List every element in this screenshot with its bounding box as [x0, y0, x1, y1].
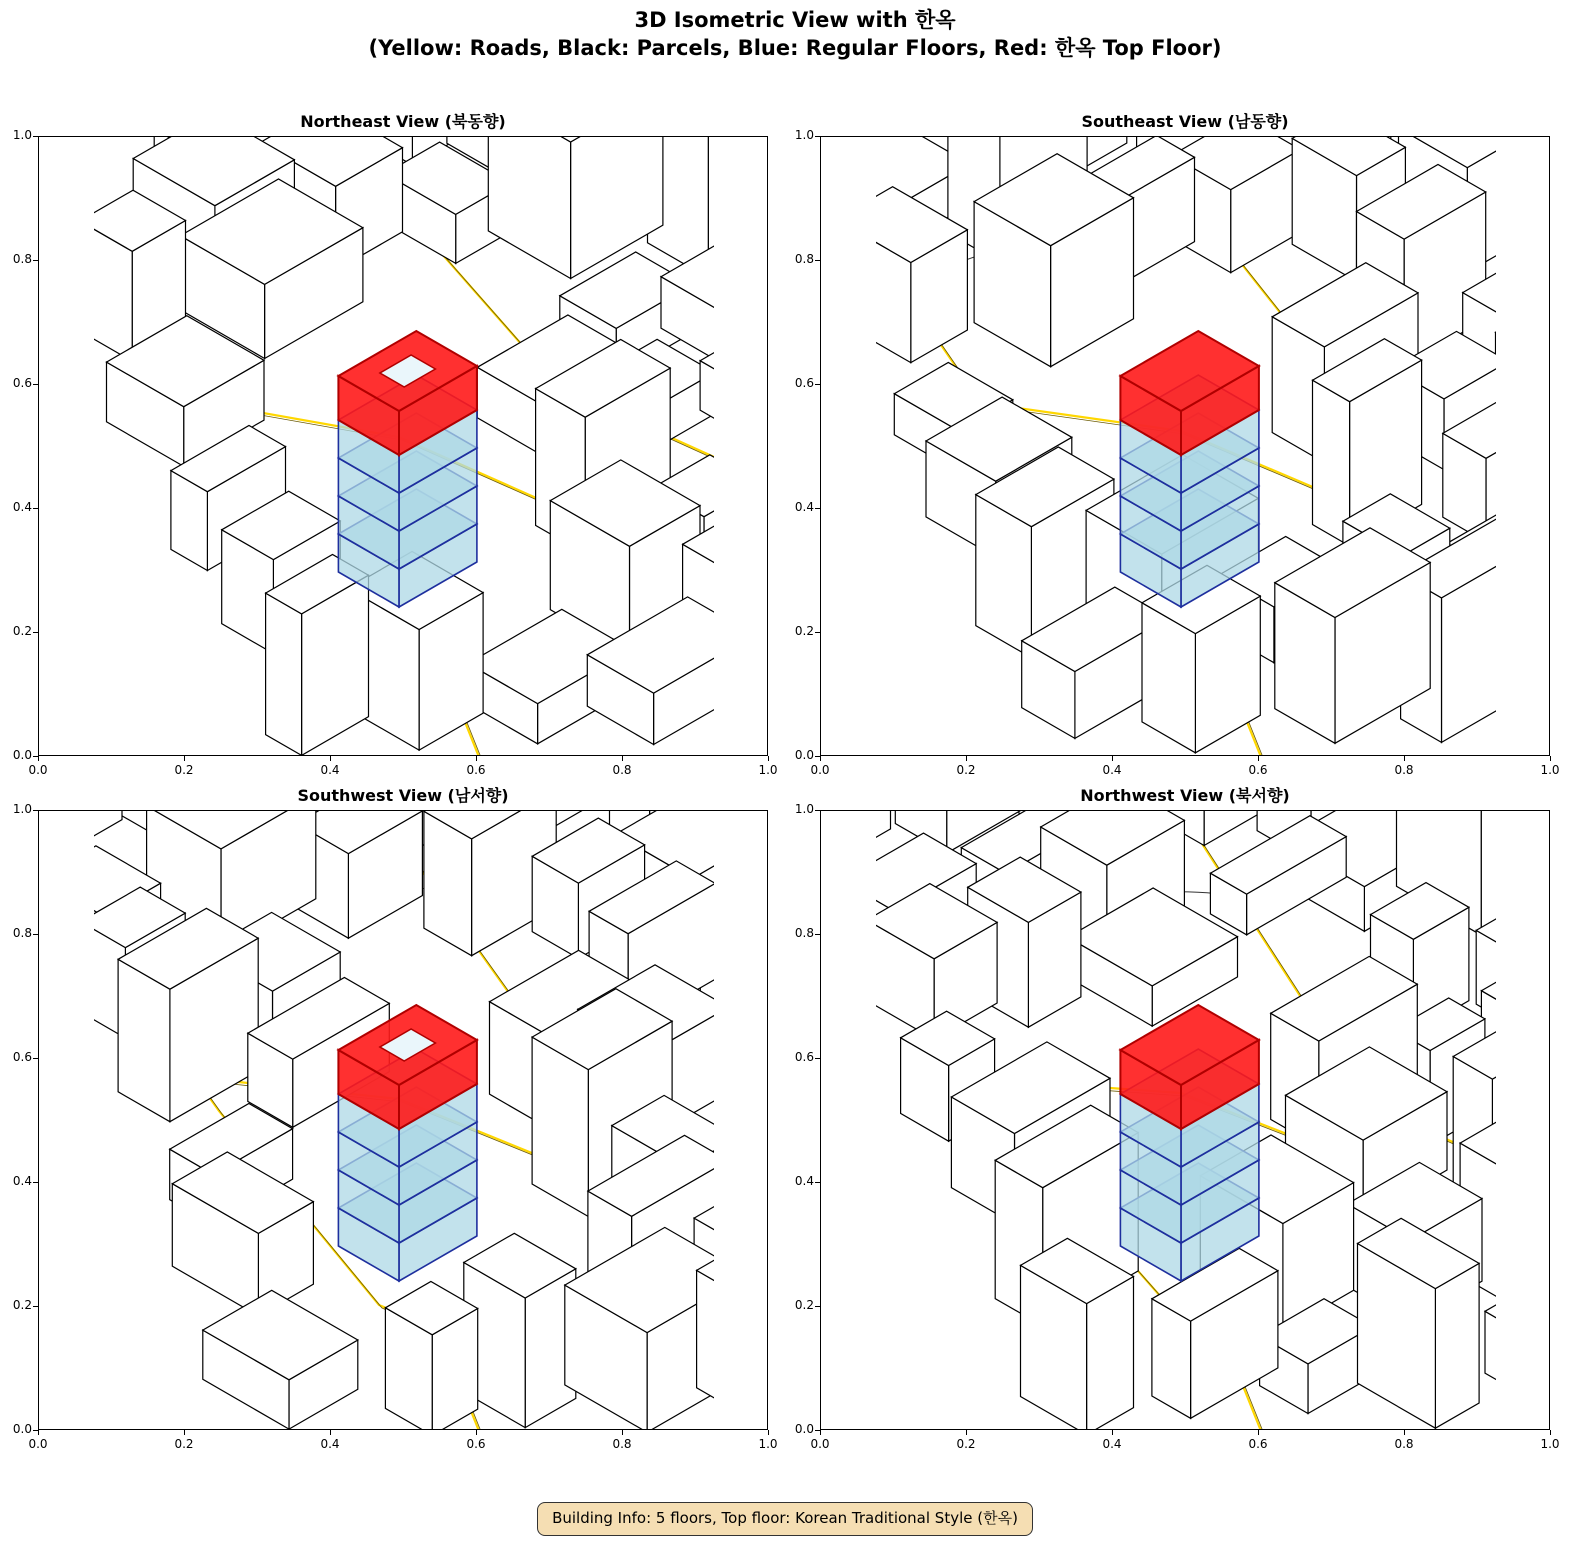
isometric-scene-southeast — [821, 137, 1550, 756]
x-tick-label: 0.6 — [466, 763, 486, 777]
x-tick-mark — [966, 756, 967, 761]
y-tick-label: 0.8 — [794, 926, 814, 940]
x-tick-mark — [1404, 756, 1405, 761]
y-tick-label: 0.4 — [794, 1174, 814, 1188]
y-tick-mark — [33, 810, 38, 811]
x-tick-label: 0.2 — [174, 1437, 194, 1451]
x-tick-label: 0.6 — [1248, 1437, 1268, 1451]
neighbor-building — [464, 1233, 576, 1427]
x-tick-mark — [184, 756, 185, 761]
x-tick-mark — [1112, 1430, 1113, 1435]
y-tick-mark — [815, 136, 820, 137]
x-tick-label: 0.8 — [612, 1437, 632, 1451]
x-tick-mark — [768, 756, 769, 761]
target-building — [338, 331, 477, 607]
x-tick-mark — [476, 1430, 477, 1435]
y-tick-mark — [33, 934, 38, 935]
neighbor-building — [755, 981, 768, 1142]
y-tick-label: 0.4 — [12, 500, 32, 514]
x-tick-mark — [1112, 756, 1113, 761]
x-tick-mark — [820, 1430, 821, 1435]
x-tick-mark — [38, 1430, 39, 1435]
isometric-scene-southwest — [39, 811, 768, 1430]
x-tick-label: 1.0 — [1540, 1437, 1560, 1451]
x-tick-mark — [330, 1430, 331, 1435]
neighbor-building — [266, 555, 369, 756]
target-building — [1120, 331, 1259, 607]
x-tick-mark — [820, 756, 821, 761]
x-tick-mark — [1550, 1430, 1551, 1435]
neighbor-building — [1485, 1280, 1550, 1416]
y-tick-label: 1.0 — [12, 802, 32, 816]
x-tick-label: 0.2 — [956, 1437, 976, 1451]
y-tick-mark — [815, 810, 820, 811]
neighbor-building — [723, 602, 768, 736]
x-tick-mark — [1550, 756, 1551, 761]
x-tick-mark — [330, 756, 331, 761]
y-tick-label: 0.6 — [794, 1050, 814, 1064]
panel-axes-northeast — [38, 136, 768, 756]
x-tick-label: 0.4 — [320, 1437, 340, 1451]
y-tick-mark — [33, 384, 38, 385]
neighbor-building — [39, 811, 122, 858]
x-tick-mark — [768, 1430, 769, 1435]
y-tick-mark — [815, 384, 820, 385]
neighbor-building — [1496, 296, 1551, 461]
neighbor-building — [385, 1282, 477, 1431]
y-tick-mark — [815, 934, 820, 935]
y-tick-mark — [33, 1182, 38, 1183]
x-tick-mark — [184, 1430, 185, 1435]
y-tick-label: 0.2 — [12, 1298, 32, 1312]
y-tick-label: 0.6 — [794, 376, 814, 390]
building-info-box: Building Info: 5 floors, Top floor: Korean Traditional Style (한옥) — [537, 1502, 1033, 1536]
panel-axes-southeast — [820, 136, 1550, 756]
y-tick-mark — [815, 1306, 820, 1307]
figure-title-line2: (Yellow: Roads, Black: Parcels, Blue: Regular Floors, Red: 한옥 Top Floor) — [368, 36, 1222, 60]
y-tick-label: 0.0 — [794, 1422, 814, 1436]
x-tick-mark — [1258, 1430, 1259, 1435]
target-building — [338, 1005, 477, 1281]
y-tick-mark — [815, 508, 820, 509]
y-tick-mark — [33, 136, 38, 137]
y-tick-mark — [815, 260, 820, 261]
panel-title-southwest: Southwest View (남서향) — [297, 786, 509, 805]
x-tick-mark — [622, 1430, 623, 1435]
y-tick-mark — [33, 508, 38, 509]
x-tick-label: 0.6 — [466, 1437, 486, 1451]
y-tick-mark — [815, 632, 820, 633]
x-tick-label: 0.2 — [174, 763, 194, 777]
x-tick-mark — [622, 756, 623, 761]
y-tick-mark — [33, 1306, 38, 1307]
y-tick-mark — [815, 1182, 820, 1183]
x-tick-label: 0.2 — [956, 763, 976, 777]
x-tick-label: 0.4 — [1102, 763, 1122, 777]
x-tick-label: 0.6 — [1248, 763, 1268, 777]
y-tick-label: 1.0 — [794, 802, 814, 816]
y-tick-label: 1.0 — [12, 128, 32, 142]
y-tick-label: 0.6 — [12, 1050, 32, 1064]
x-tick-label: 0.8 — [612, 763, 632, 777]
x-tick-mark — [1404, 1430, 1405, 1435]
x-tick-label: 0.4 — [1102, 1437, 1122, 1451]
y-tick-label: 1.0 — [794, 128, 814, 142]
x-tick-label: 0.0 — [28, 1437, 48, 1451]
y-tick-label: 0.8 — [794, 252, 814, 266]
panel-title-northwest: Northwest View (북서향) — [1080, 786, 1290, 805]
neighbor-building — [755, 1000, 768, 1223]
target-building — [1120, 1005, 1259, 1281]
neighbor-building — [821, 811, 891, 856]
y-tick-mark — [33, 260, 38, 261]
x-tick-label: 0.0 — [28, 763, 48, 777]
x-tick-label: 0.0 — [810, 1437, 830, 1451]
neighbor-building — [1499, 520, 1550, 735]
x-tick-mark — [38, 756, 39, 761]
y-tick-label: 0.0 — [12, 1422, 32, 1436]
x-tick-mark — [966, 1430, 967, 1435]
isometric-scene-northeast — [39, 137, 768, 756]
panel-title-northeast: Northeast View (북동향) — [300, 112, 506, 131]
panel-title-southeast: Southeast View (남동향) — [1081, 112, 1289, 131]
y-tick-label: 0.2 — [794, 1298, 814, 1312]
panel-axes-southwest — [38, 810, 768, 1430]
y-tick-label: 0.0 — [794, 748, 814, 762]
y-tick-label: 0.0 — [12, 748, 32, 762]
y-tick-label: 0.4 — [794, 500, 814, 514]
x-tick-label: 0.0 — [810, 763, 830, 777]
x-tick-label: 0.8 — [1394, 1437, 1414, 1451]
y-tick-label: 0.2 — [12, 624, 32, 638]
neighbor-building — [1527, 1085, 1550, 1237]
x-tick-label: 1.0 — [1540, 763, 1560, 777]
x-tick-label: 1.0 — [758, 1437, 778, 1451]
x-tick-label: 0.4 — [320, 763, 340, 777]
y-tick-label: 0.2 — [794, 624, 814, 638]
neighbor-building — [1210, 816, 1346, 935]
y-tick-label: 0.8 — [12, 926, 32, 940]
y-tick-label: 0.8 — [12, 252, 32, 266]
y-tick-label: 0.6 — [12, 376, 32, 390]
y-tick-mark — [815, 1058, 820, 1059]
y-tick-mark — [33, 1058, 38, 1059]
x-tick-mark — [1258, 756, 1259, 761]
isometric-scene-northwest — [821, 811, 1550, 1430]
panel-axes-northwest — [820, 810, 1550, 1430]
neighbor-building — [1021, 1238, 1134, 1430]
neighbor-building — [203, 1290, 358, 1429]
x-tick-label: 0.8 — [1394, 763, 1414, 777]
x-tick-mark — [476, 756, 477, 761]
x-tick-label: 1.0 — [758, 763, 778, 777]
figure-title-line1: 3D Isometric View with 한옥 — [634, 8, 956, 32]
y-tick-label: 0.4 — [12, 1174, 32, 1188]
y-tick-mark — [33, 632, 38, 633]
